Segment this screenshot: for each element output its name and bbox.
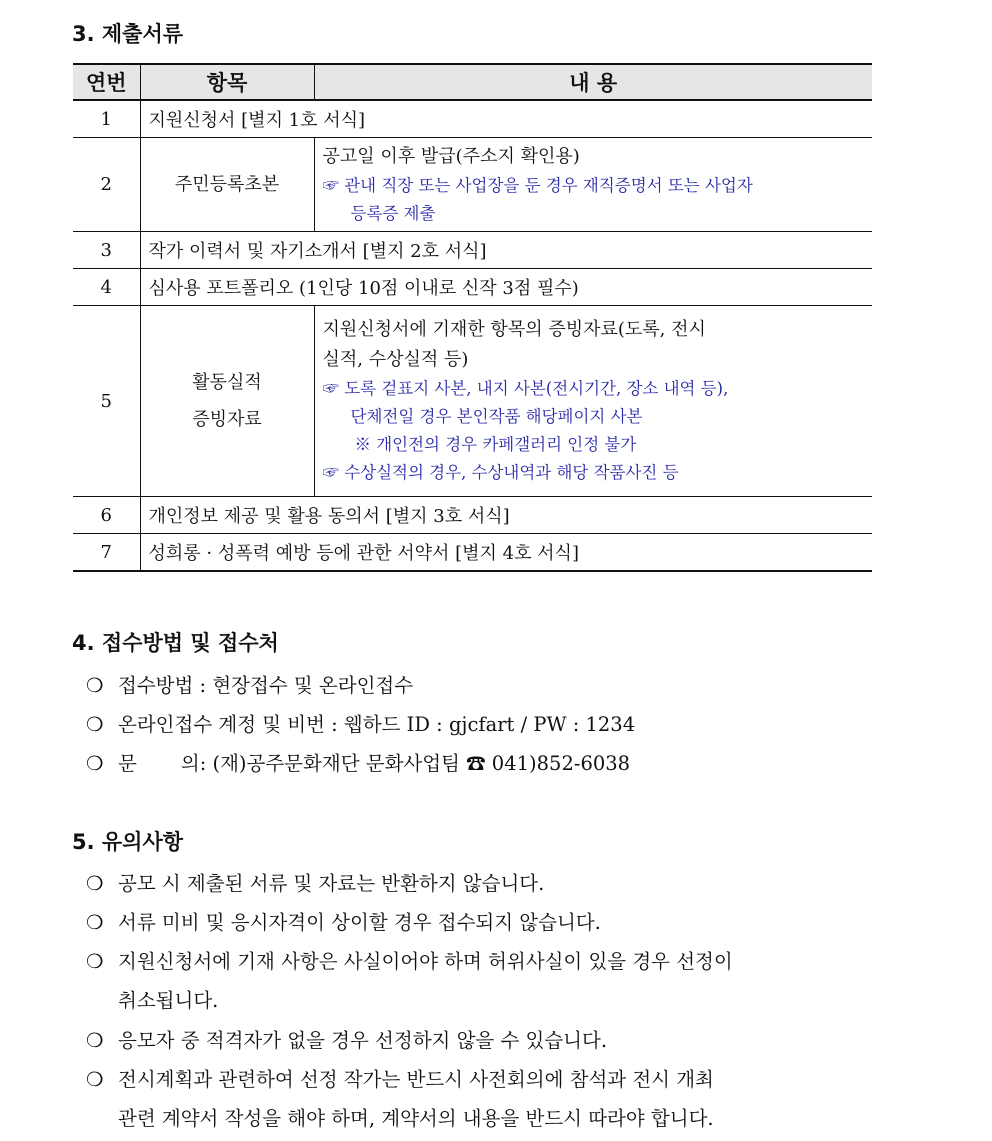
section-5-title: 5. 유의사항 [72, 830, 184, 854]
circle-bullet-icon: ❍ [86, 1068, 104, 1091]
list-item [86, 907, 601, 935]
list-item-text: 공모 시 제출된 서류 및 자료는 반환하지 않습니다. [118, 872, 545, 895]
inquiry-label: 문 [118, 752, 137, 775]
row-item [140, 306, 314, 497]
list-item [86, 748, 630, 776]
list-item-continuation: 관련 계약서 작성을 해야 하며, 계약서의 내용을 반드시 따라야 합니다. [118, 1107, 714, 1130]
row-num: 5 [73, 306, 140, 497]
content-note: ☞ 수상실적의 경우, 수상내역과 해당 작품사진 등 [322, 463, 679, 482]
table-row [73, 306, 872, 497]
list-item-text: 서류 미비 및 응시자격이 상이할 경우 접수되지 않습니다. [118, 911, 601, 934]
table-row [73, 269, 872, 306]
content-note: ☞ 관내 직장 또는 사업장을 둔 경우 재직증명서 또는 사업자 [322, 175, 753, 195]
section-4-title: 4. 접수방법 및 접수처 [72, 631, 279, 655]
row-num: 7 [73, 534, 140, 572]
table-row [73, 497, 872, 534]
list-item-text: 접수방법 : 현장접수 및 온라인접수 [118, 674, 414, 697]
list-item [86, 1025, 607, 1053]
list-item-text: 지원신청서에 기재 사항은 사실이어야 하며 허위사실이 있을 경우 선정이 [118, 950, 733, 973]
circle-bullet-icon: ❍ [86, 752, 104, 775]
circle-bullet-icon: ❍ [86, 911, 104, 934]
row-text: 작가 이력서 및 자기소개서 [별지 2호 서식] [140, 232, 872, 269]
header-num: 연번 [73, 64, 140, 100]
inquiry-label: 의 [180, 752, 200, 775]
header-item: 항목 [140, 64, 314, 100]
row-num: 3 [73, 232, 140, 269]
row-text: 심사용 포트폴리오 (1인당 10점 이내로 신작 3점 필수) [140, 269, 872, 306]
inquiry-text: : (재)공주문화재단 문화사업팀 ☎ 041)852-6038 [199, 752, 631, 775]
table-row [73, 138, 872, 232]
row-num: 4 [73, 269, 140, 306]
circle-bullet-icon: ❍ [86, 1029, 104, 1052]
circle-bullet-icon: ❍ [86, 674, 104, 697]
row-item-line: 활동실적 [192, 372, 262, 393]
content-main: 지원신청서에 기재한 항목의 증빙자료(도록, 전시 [322, 319, 706, 340]
documents-table [73, 63, 872, 572]
table-row [73, 100, 872, 138]
row-content [314, 306, 872, 497]
content-note: 단체전일 경우 본인작품 해당페이지 사본 [350, 407, 643, 426]
row-content [314, 138, 872, 232]
content-main: 공고일 이후 발급(주소지 확인용) [322, 145, 580, 167]
content-note: 등록증 제출 [350, 203, 436, 223]
content-main: 실적, 수상실적 등) [322, 349, 469, 370]
list-item-text: 전시계획과 관련하여 선정 작가는 반드시 사전회의에 참석과 전시 개최 [118, 1068, 714, 1091]
circle-bullet-icon: ❍ [86, 950, 104, 973]
row-num: 6 [73, 497, 140, 534]
list-item [86, 670, 413, 698]
circle-bullet-icon: ❍ [86, 872, 104, 895]
list-item-continuation: 취소됩니다. [118, 989, 219, 1012]
table-header-row [73, 64, 872, 100]
row-item-line: 증빙자료 [192, 409, 262, 430]
list-item [86, 1064, 714, 1092]
row-num: 2 [73, 138, 140, 232]
list-item [86, 868, 544, 896]
circle-bullet-icon: ❍ [86, 713, 104, 736]
row-text: 성희롱 · 성폭력 예방 등에 관한 서약서 [별지 4호 서식] [140, 534, 872, 572]
row-text: 개인정보 제공 및 활용 동의서 [별지 3호 서식] [140, 497, 872, 534]
row-text: 지원신청서 [별지 1호 서식] [140, 100, 872, 138]
list-item-text: 온라인접수 계정 및 비번 : 웹하드 ID : gjcfart / PW : 1234 [118, 713, 636, 736]
content-note: ※ 개인전의 경우 카페갤러리 인정 불가 [354, 435, 637, 454]
table-row [73, 534, 872, 572]
table-row [73, 232, 872, 269]
list-item [86, 709, 635, 737]
row-num: 1 [73, 100, 140, 138]
content-note: ☞ 도록 겉표지 사본, 내지 사본(전시기간, 장소 내역 등), [322, 379, 729, 398]
header-content: 내 용 [314, 64, 872, 100]
row-item: 주민등록초본 [140, 138, 314, 232]
list-item [86, 946, 733, 974]
section-3-title: 3. 제출서류 [72, 22, 184, 46]
list-item-text: 응모자 중 적격자가 없을 경우 선정하지 않을 수 있습니다. [118, 1029, 608, 1052]
